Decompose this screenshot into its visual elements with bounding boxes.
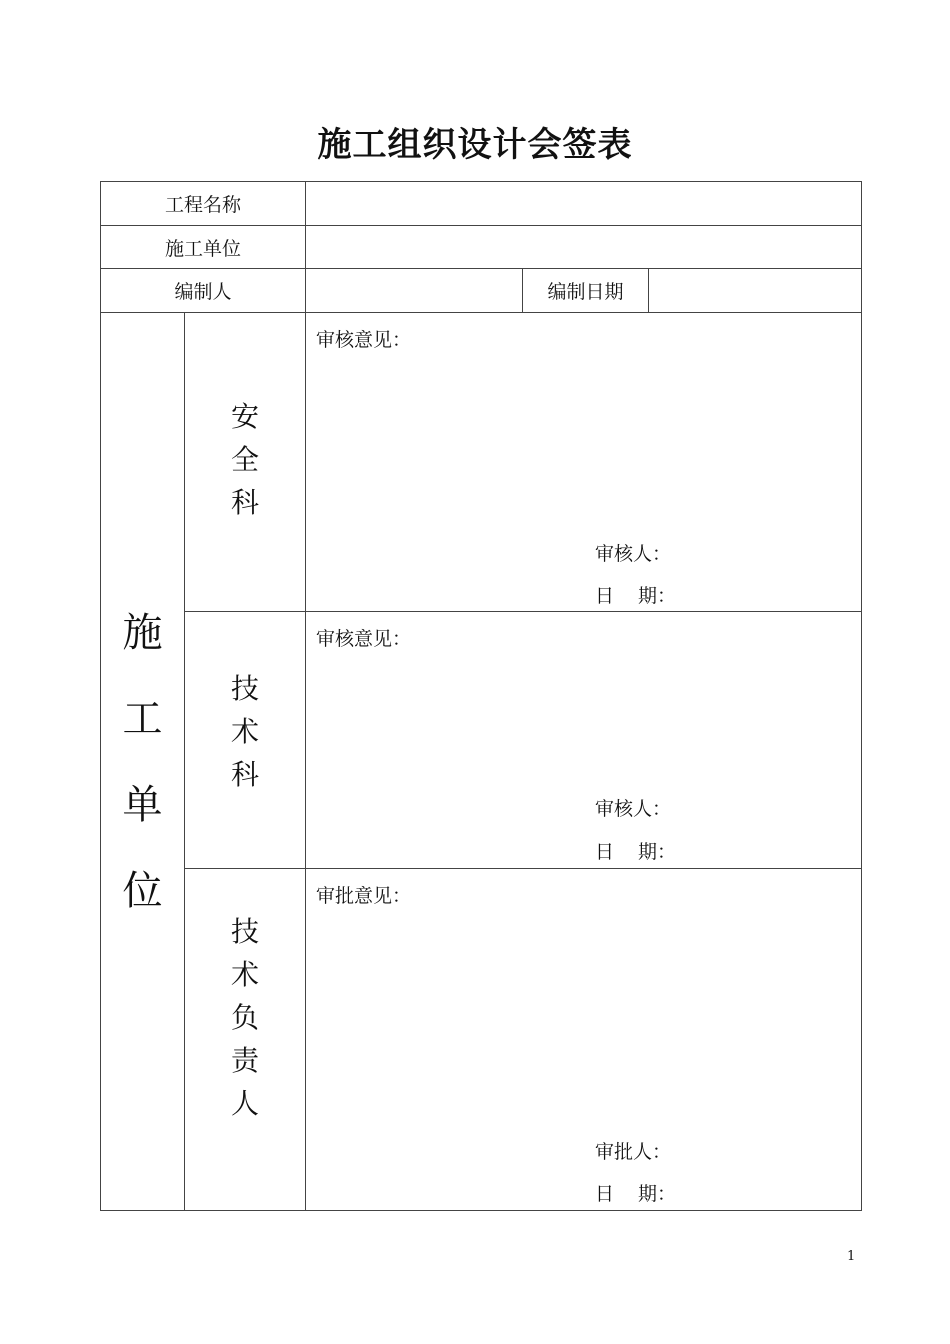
construction-unit-label: 施工单位 (101, 226, 306, 269)
department-char: 科 (231, 485, 260, 519)
department-char: 责 (231, 1044, 260, 1077)
department-char: 术 (231, 714, 260, 748)
department-safety (185, 313, 306, 612)
department-char: 技 (231, 915, 260, 948)
department-char: 全 (231, 442, 260, 476)
department-technical-lead (185, 869, 306, 1211)
department-char: 安 (231, 399, 260, 433)
department-char: 技 (231, 671, 260, 705)
group-char: 工 (122, 695, 163, 742)
date-label: 日 期： (595, 585, 677, 607)
construction-unit-field[interactable] (306, 226, 862, 269)
project-name-field[interactable] (306, 182, 862, 226)
section-row-safety (101, 313, 862, 612)
compiler-row (101, 269, 862, 313)
department-char: 人 (231, 1087, 260, 1120)
department-char: 科 (231, 757, 260, 791)
reviewer-label: 审核人： (595, 543, 672, 565)
sign-off-table (100, 181, 862, 1211)
review-opinion-label: 审核意见： (316, 628, 412, 650)
compiler-field[interactable] (306, 269, 523, 313)
opinion-area-technical[interactable] (306, 612, 862, 869)
opinion-area-technical-lead[interactable] (306, 869, 862, 1211)
compile-date-field[interactable] (649, 269, 862, 313)
project-name-row (101, 182, 862, 226)
group-char: 施 (122, 609, 163, 656)
approver-label: 审批人： (595, 1141, 672, 1163)
construction-unit-row (101, 226, 862, 269)
compile-date-label: 编制日期 (523, 269, 649, 313)
date-label: 日 期： (595, 1183, 677, 1205)
section-row-technical-lead (101, 869, 862, 1211)
construction-unit-group-label (101, 313, 185, 1211)
approval-opinion-label: 审批意见： (316, 885, 412, 907)
review-opinion-label: 审核意见： (316, 329, 412, 351)
project-name-label: 工程名称 (101, 182, 306, 226)
page-title: 施工组织设计会签表 (317, 125, 633, 165)
department-char: 术 (231, 958, 260, 991)
group-char: 单 (122, 781, 163, 828)
department-char: 负 (231, 1001, 260, 1034)
compiler-label: 编制人 (101, 269, 306, 313)
group-char: 位 (122, 867, 163, 914)
opinion-area-safety[interactable] (306, 313, 862, 612)
section-row-technical (101, 612, 862, 869)
department-technical (185, 612, 306, 869)
page-number: 1 (847, 1249, 856, 1264)
reviewer-label: 审核人： (595, 798, 672, 820)
date-label: 日 期： (595, 841, 677, 863)
